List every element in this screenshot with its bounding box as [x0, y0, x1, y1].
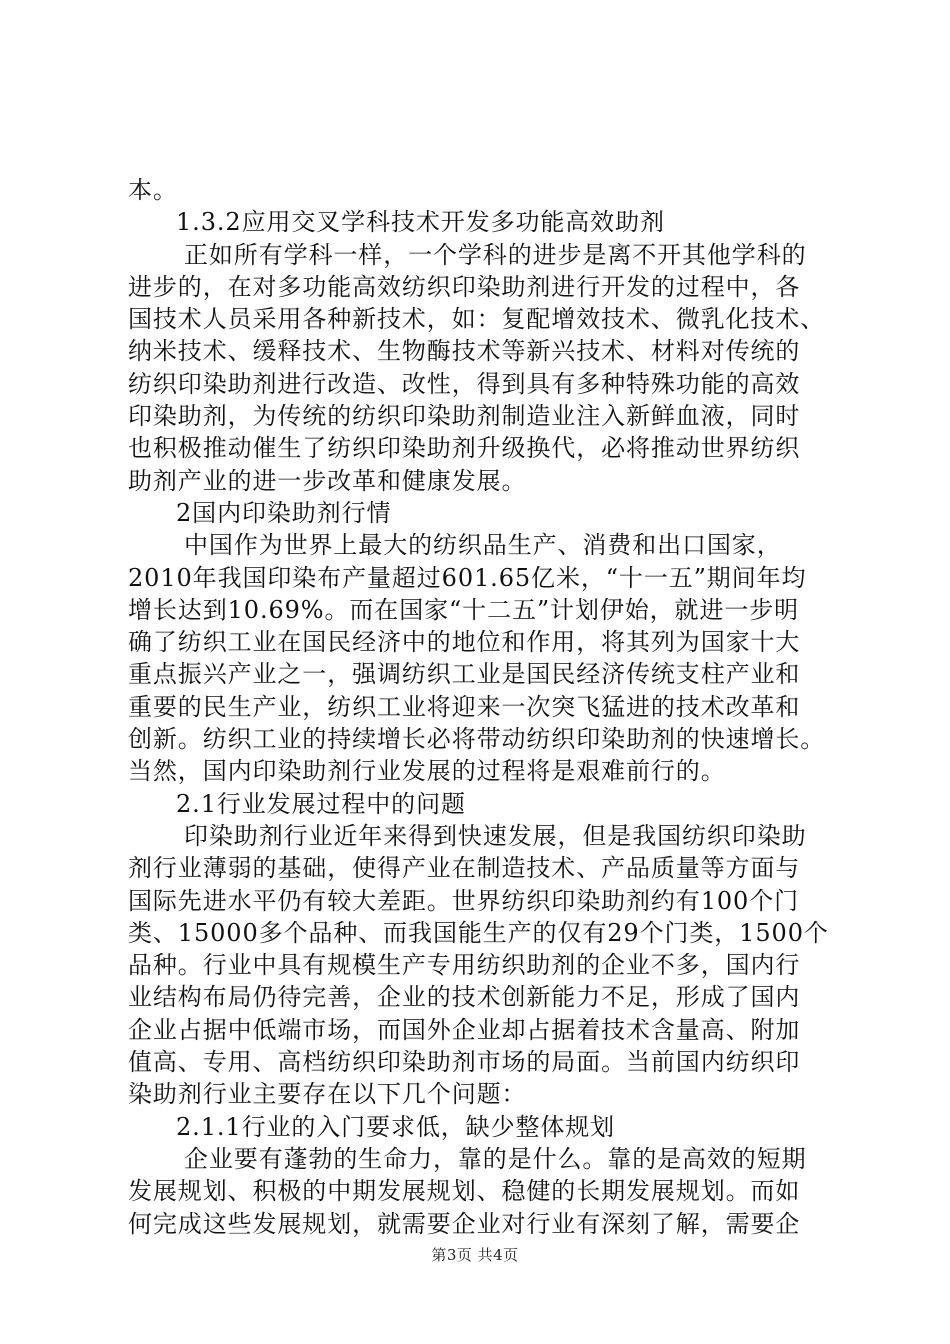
section-heading: 2国内印染助剂行情: [176, 498, 392, 527]
text-line: 企业占据中低端市场，而国外企业却占据着技术含量高、附加: [128, 1015, 801, 1044]
text-line: 值高、专用、高档纺织印染助剂市场的局面。当前国内纺织印: [128, 1048, 801, 1077]
text-line: 也积极推动催生了纺织印染助剂升级换代，必将推动世界纺织: [128, 434, 801, 463]
document-body: [128, 174, 828, 1240]
text-line: 当然，国内印染助剂行业发展的过程将是艰难前行的。: [128, 757, 726, 786]
text-line: 确了纺织工业在国民经济中的地位和作用，将其列为国家十大: [128, 628, 801, 657]
text-line: 重点振兴产业之一，强调纺织工业是国民经济传统支柱产业和: [128, 660, 801, 689]
text-line: 国际先进水平仍有较大差距。世界纺织印染助剂约有100个门: [128, 886, 800, 915]
text-line: 重要的民生产业，纺织工业将迎来一次突飞猛进的技术改革和: [128, 692, 801, 721]
text-line: 2010年我国印染布产量超过601.65亿米，“十一五”期间年均: [128, 563, 807, 592]
section-heading: 2.1行业发展过程中的问题: [176, 789, 466, 818]
text-line: 增长达到10.69%。而在国家“十二五”计划伊始，就进一步明: [128, 595, 800, 624]
section-heading: 1.3.2应用交叉学科技术开发多功能高效助剂: [176, 208, 665, 237]
text-line: 创新。纺织工业的持续增长必将带动纺织印染助剂的快速增长。: [128, 725, 826, 754]
section-heading: 2.1.1行业的入门要求低，缺少整体规划: [176, 1112, 616, 1141]
text-line: 纳米技术、缓释技术、生物酶技术等新兴技术、材料对传统的: [128, 337, 801, 366]
text-line: 品种。行业中具有规模生产专用纺织助剂的企业不多，国内行: [128, 951, 801, 980]
paragraph-first-line: 企业要有蓬勃的生命力，靠的是什么。靠的是高效的短期: [184, 1144, 807, 1173]
text-line: 印染助剂，为传统的纺织印染助剂制造业注入新鲜血液，同时: [128, 402, 801, 431]
page-footer: 第3页 共4页: [431, 1246, 519, 1264]
text-line: 类、15000多个品种、而我国能生产的仅有29个门类，1500个: [128, 918, 829, 947]
text-line: 何完成这些发展规划，就需要企业对行业有深刻了解，需要企: [128, 1209, 801, 1238]
text-line: 染助剂行业主要存在以下几个问题：: [128, 1080, 527, 1109]
text-line: 国技术人员采用各种新技术，如：复配增效技术、微乳化技术、: [128, 305, 826, 334]
text-line: 业结构布局仍待完善，企业的技术创新能力不足，形成了国内: [128, 983, 801, 1012]
text-line: 剂行业薄弱的基础，使得产业在制造技术、产品质量等方面与: [128, 854, 801, 883]
paragraph-first-line: 正如所有学科一样，一个学科的进步是离不开其他学科的: [184, 240, 807, 269]
text-line: 纺织印染助剂进行改造、改性，得到具有多种特殊功能的高效: [128, 369, 801, 398]
paragraph-first-line: 中国作为世界上最大的纺织品生产、消费和出口国家，: [184, 531, 782, 560]
text-line: 助剂产业的进一步改革和健康发展。: [128, 466, 527, 495]
paragraph-first-line: 印染助剂行业近年来得到快速发展，但是我国纺织印染助: [184, 821, 807, 850]
text-line: 进步的，在对多功能高效纺织印染助剂进行开发的过程中，各: [128, 272, 801, 301]
text-line: 发展规划、积极的中期发展规划、稳健的长期发展规划。而如: [128, 1177, 801, 1206]
text-line: 本。: [128, 176, 178, 204]
